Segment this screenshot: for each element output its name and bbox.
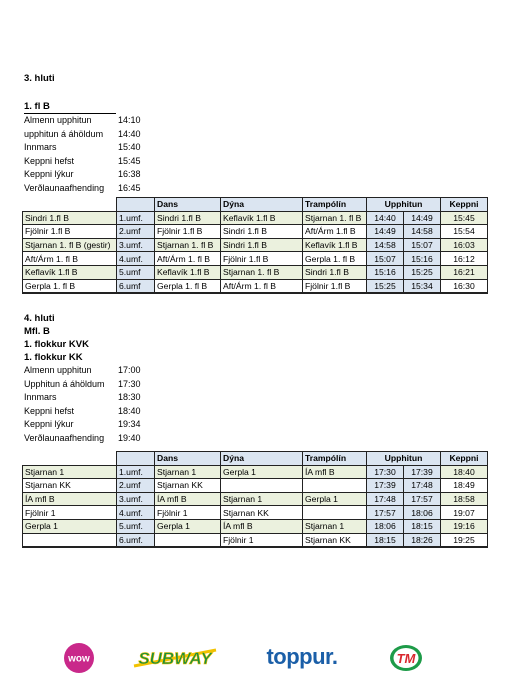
part3-header-blank [23,198,117,212]
schedule-label: Almenn upphitun [24,115,92,125]
upphitun-end-cell: 18:26 [404,533,441,547]
part3-header-keppni: Keppni [441,198,488,212]
upphitun-end-cell: 18:15 [404,519,441,533]
part3-header-umf [117,198,155,212]
trampolin-cell [303,506,367,520]
table-row [23,279,488,293]
team-cell: Stjarnan 1. fl B (gestir) [23,238,117,252]
upphitun-start-cell: 17:30 [367,465,404,479]
schedule-label: Upphitun á áhöldum [24,378,105,389]
team-cell: ÍA mfl B [23,492,117,506]
round-cell: 1.umf. [117,211,155,225]
upphitun-start-cell: 14:58 [367,238,404,252]
keppni-cell: 19:25 [441,533,488,547]
trampolin-cell: Fjölnir 1.fl B [303,279,367,293]
tm-logo-mark [388,642,424,674]
upphitun-start-cell: 15:25 [367,279,404,293]
team-cell: Fjölnir 1 [23,506,117,520]
dyna-cell: Stjarnan KK [221,506,303,520]
part4-header-umf [117,452,155,466]
schedule-time: 16:38 [118,169,141,180]
schedule-row [24,182,154,196]
team-cell: Gerpla 1 [23,519,117,533]
schedule-time: 17:00 [118,365,141,375]
dyna-cell: Gerpla 1 [221,465,303,479]
upphitun-start-cell: 14:40 [367,211,404,225]
part4-table [22,451,488,548]
schedule-label: upphitun á áhöldum [24,128,104,139]
schedule-row [24,128,154,142]
team-cell: Stjarnan 1 [23,465,117,479]
trampolin-cell: Stjarnan KK [303,533,367,547]
tm-logo-text: TM [396,651,416,666]
part3-header-trampolin: Trampólín [303,198,367,212]
round-cell: 2.umf [117,479,155,493]
dyna-cell: Fjölnir 1 [221,533,303,547]
dyna-cell: Fjölnir 1.fl B [221,252,303,266]
keppni-cell: 16:30 [441,279,488,293]
schedule-label: Keppni hefst [24,155,75,166]
part4-subtitle-mfl: Mfl. B [24,326,50,337]
upphitun-start-cell: 14:49 [367,225,404,239]
part3-header-upphitun: Upphitun [367,198,441,212]
trampolin-cell: Sindri 1.fl B [303,265,367,279]
round-cell: 6.umf. [117,533,155,547]
schedule-time: 16:45 [118,182,141,193]
schedule-time: 19:34 [118,419,141,430]
part4-schedule-list [24,364,154,446]
keppni-cell: 18:49 [441,479,488,493]
table-row [23,519,488,533]
part3-header [24,72,55,85]
part4-subtitle-kvk: 1. flokkur KVK [24,339,89,350]
schedule-label: Verðlaunaafhending [24,432,105,443]
schedule-label: Innmars [24,392,57,403]
keppni-cell: 18:40 [441,465,488,479]
round-cell: 5.umf. [117,519,155,533]
part4-table-body [23,465,488,547]
keppni-cell: 15:54 [441,225,488,239]
round-cell: 3.umf. [117,492,155,506]
schedule-row [24,141,154,155]
team-cell: Gerpla 1. fl B [23,279,117,293]
schedule-label: Verðlaunaafhending [24,182,105,193]
sponsor-logos [0,640,528,676]
upphitun-end-cell: 15:07 [404,238,441,252]
schedule-row [24,432,154,446]
schedule-label: Innmars [24,142,57,153]
schedule-time: 18:40 [118,405,141,416]
keppni-cell: 15:45 [441,211,488,225]
part3-table-body [23,211,488,293]
part4-header-dans: Dans [155,452,221,466]
team-cell [23,533,117,547]
round-cell: 6.umf [117,279,155,293]
upphitun-end-cell: 15:34 [404,279,441,293]
dyna-cell: Keflavík 1.fl B [221,211,303,225]
upphitun-end-cell: 14:49 [404,211,441,225]
dans-cell: Aft/Árm 1. fl B [155,252,221,266]
table-row [23,465,488,479]
schedule-row [24,378,154,392]
schedule-row [24,114,154,128]
dyna-cell: Stjarnan 1. fl B [221,265,303,279]
part4-header-blank [23,452,117,466]
table-row [23,265,488,279]
schedule-label: Keppni hefst [24,405,75,416]
part4-header-dyna: Dýna [221,452,303,466]
part3-subtitle: 1. fl B [24,100,116,114]
table-row [23,252,488,266]
tm-logo [388,642,424,674]
team-cell: Keflavík 1.fl B [23,265,117,279]
upphitun-start-cell: 18:15 [367,533,404,547]
upphitun-end-cell: 14:58 [404,225,441,239]
part3-title: 3. hluti [24,73,55,84]
keppni-cell: 16:21 [441,265,488,279]
wow-logo-text: wow [68,653,90,665]
part3-header-dans: Dans [155,198,221,212]
upphitun-end-cell: 17:57 [404,492,441,506]
schedule-label: Keppni lýkur [24,169,74,180]
schedule-time: 19:40 [118,432,141,443]
part3-header-dyna: Dýna [221,198,303,212]
table-row [23,479,488,493]
dyna-cell: Sindri 1.fl B [221,225,303,239]
schedule-label: Keppni lýkur [24,419,74,430]
trampolin-cell: Stjarnan 1. fl B [303,211,367,225]
wow-logo [63,642,95,674]
round-cell: 5.umf [117,265,155,279]
part4-title: 4. hluti [24,313,55,324]
trampolin-cell: Keflavík 1.fl B [303,238,367,252]
dans-cell: Fjölnir 1 [155,506,221,520]
table-row [23,211,488,225]
upphitun-end-cell: 15:25 [404,265,441,279]
upphitun-end-cell: 17:39 [404,465,441,479]
team-cell: Fjölnir 1.fl B [23,225,117,239]
dyna-cell: Aft/Árm 1. fl B [221,279,303,293]
schedule-row [24,155,154,169]
dyna-cell [221,479,303,493]
dans-cell: Stjarnan 1 [155,465,221,479]
upphitun-start-cell: 15:16 [367,265,404,279]
round-cell: 4.umf. [117,252,155,266]
dans-cell: ÍA mfl B [155,492,221,506]
subway-logo-text: SUBWAY [138,649,212,668]
schedule-time: 15:40 [118,142,141,153]
upphitun-start-cell: 15:07 [367,252,404,266]
schedule-row [24,391,154,405]
round-cell: 2.umf [117,225,155,239]
dans-cell: Fjölnir 1.fl B [155,225,221,239]
wow-logo-badge [63,642,95,674]
part4-header-trampolin: Trampólín [303,452,367,466]
part4-header-upphitun: Upphitun [367,452,441,466]
part3-schedule-list [24,114,154,196]
dyna-cell: ÍA mfl B [221,519,303,533]
dans-cell: Sindri 1.fl B [155,211,221,225]
dans-cell: Gerpla 1. fl B [155,279,221,293]
schedule-time: 18:30 [118,392,141,403]
part3-schedule [24,100,154,196]
part4-header [24,312,154,446]
dans-cell: Stjarnan KK [155,479,221,493]
round-cell: 3.umf. [117,238,155,252]
keppni-cell: 16:03 [441,238,488,252]
table-row [23,533,488,547]
schedule-row [24,364,154,378]
part4-header-keppni: Keppni [441,452,488,466]
trampolin-cell: Aft/Árm 1.fl B [303,225,367,239]
trampolin-cell: ÍA mfl B [303,465,367,479]
dans-cell [155,533,221,547]
schedule-row [24,168,154,182]
dans-cell: Gerpla 1 [155,519,221,533]
schedule-row [24,405,154,419]
table-row [23,225,488,239]
schedule-time: 15:45 [118,155,141,166]
keppni-cell: 18:58 [441,492,488,506]
schedule-label: Almenn upphitun [24,365,92,375]
toppur-logo-text: toppur. [266,644,338,669]
table-row [23,492,488,506]
upphitun-end-cell: 15:16 [404,252,441,266]
part4-subtitle-kk: 1. flokkur KK [24,352,83,363]
trampolin-cell: Gerpla 1. fl B [303,252,367,266]
round-cell: 1.umf. [117,465,155,479]
upphitun-end-cell: 18:06 [404,506,441,520]
upphitun-end-cell: 17:48 [404,479,441,493]
table-row [23,506,488,520]
round-cell: 4.umf. [117,506,155,520]
schedule-time: 17:30 [118,378,141,389]
toppur-logo [262,642,342,672]
dans-cell: Keflavík 1.fl B [155,265,221,279]
keppni-cell: 16:12 [441,252,488,266]
upphitun-start-cell: 18:06 [367,519,404,533]
dyna-cell: Stjarnan 1 [221,492,303,506]
upphitun-start-cell: 17:57 [367,506,404,520]
part3-table [22,197,488,294]
team-cell: Aft/Árm 1. fl B [23,252,117,266]
upphitun-start-cell: 17:39 [367,479,404,493]
dans-cell: Stjarnan 1. fl B [155,238,221,252]
schedule-row [24,418,154,432]
trampolin-cell: Gerpla 1 [303,492,367,506]
trampolin-cell [303,479,367,493]
keppni-cell: 19:16 [441,519,488,533]
keppni-cell: 19:07 [441,506,488,520]
subway-logo [130,644,220,672]
schedule-time: 14:10 [118,115,141,125]
team-cell: Sindri 1.fl B [23,211,117,225]
upphitun-start-cell: 17:48 [367,492,404,506]
table-row [23,238,488,252]
subway-logo-mark [130,644,220,672]
team-cell: Stjarnan KK [23,479,117,493]
schedule-time: 14:40 [118,128,141,139]
trampolin-cell: Stjarnan 1 [303,519,367,533]
dyna-cell: Sindri 1.fl B [221,238,303,252]
